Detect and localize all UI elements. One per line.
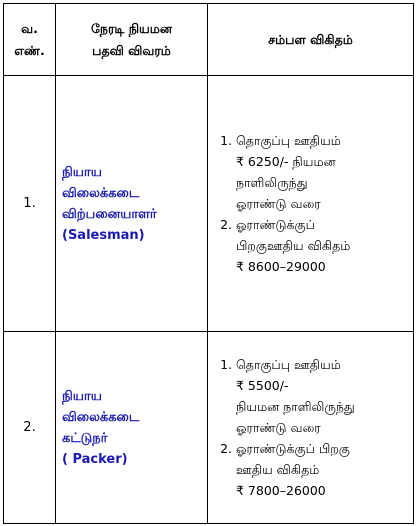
pay-list-item [236, 130, 413, 214]
row-serial-number: 2. [4, 332, 56, 524]
post-name-cell [56, 76, 208, 332]
post-name-cell [56, 332, 208, 524]
post-name-line: விலைக்கடை [62, 185, 140, 201]
pay-list [214, 354, 413, 501]
pay-line: ₹ 6250/- நியமன [236, 154, 336, 169]
row-serial-number: 1. [4, 76, 56, 332]
header-row [4, 4, 414, 76]
pay-line: ஓராண்டு வரை [236, 196, 321, 211]
pay-list-item [236, 214, 413, 277]
post-name-line: விலைக்கடை [62, 409, 140, 425]
post-name-english: (Salesman) [62, 227, 145, 243]
pay-line: ₹ 7800–26000 [236, 483, 326, 498]
header-sno-line2: எண். [14, 42, 45, 58]
pay-line: 2. ஓராண்டுக்குப் பிறகு [236, 441, 350, 456]
pay-line: ஊதிய விகிதம் [236, 462, 320, 477]
table-row [4, 76, 414, 332]
post-name-line: நியாய [62, 164, 102, 180]
pay-scale-table [3, 3, 414, 524]
header-pay: சம்பள விகிதம் [208, 4, 414, 76]
pay-line: 1. தொகுப்பு ஊதியம் [236, 357, 341, 372]
header-post-line1: நேரடி நியமன [91, 20, 172, 36]
table-row [4, 332, 414, 524]
pay-list-item [236, 438, 413, 501]
header-post [56, 4, 208, 76]
pay-line: நாளிலிருந்து [236, 175, 308, 190]
post-name-english: ( Packer) [62, 451, 128, 467]
pay-line: ஓராண்டு வரை [236, 420, 321, 435]
pay-line: ₹ 8600–29000 [236, 259, 326, 274]
header-sno [4, 4, 56, 76]
pay-line: ₹ 5500/- [236, 378, 289, 393]
pay-line: 2. ஓராண்டுக்குப் [236, 217, 315, 232]
pay-line: பிறகுஊதிய விகிதம் [236, 238, 351, 253]
pay-line: நியமன நாளிலிருந்து [236, 399, 355, 414]
pay-list [214, 130, 413, 277]
pay-line: 1. தொகுப்பு ஊதியம் [236, 133, 341, 148]
pay-scale-cell [208, 76, 414, 332]
pay-list-item [236, 354, 413, 438]
pay-scale-cell [208, 332, 414, 524]
header-sno-line1: வ. [21, 20, 38, 36]
post-name-line: நியாய [62, 388, 102, 404]
header-post-line2: பதவி விவரம் [92, 42, 171, 58]
post-name-line: கட்டுநர் [62, 430, 108, 446]
post-name-line: விற்பனையாளர் [62, 206, 157, 222]
